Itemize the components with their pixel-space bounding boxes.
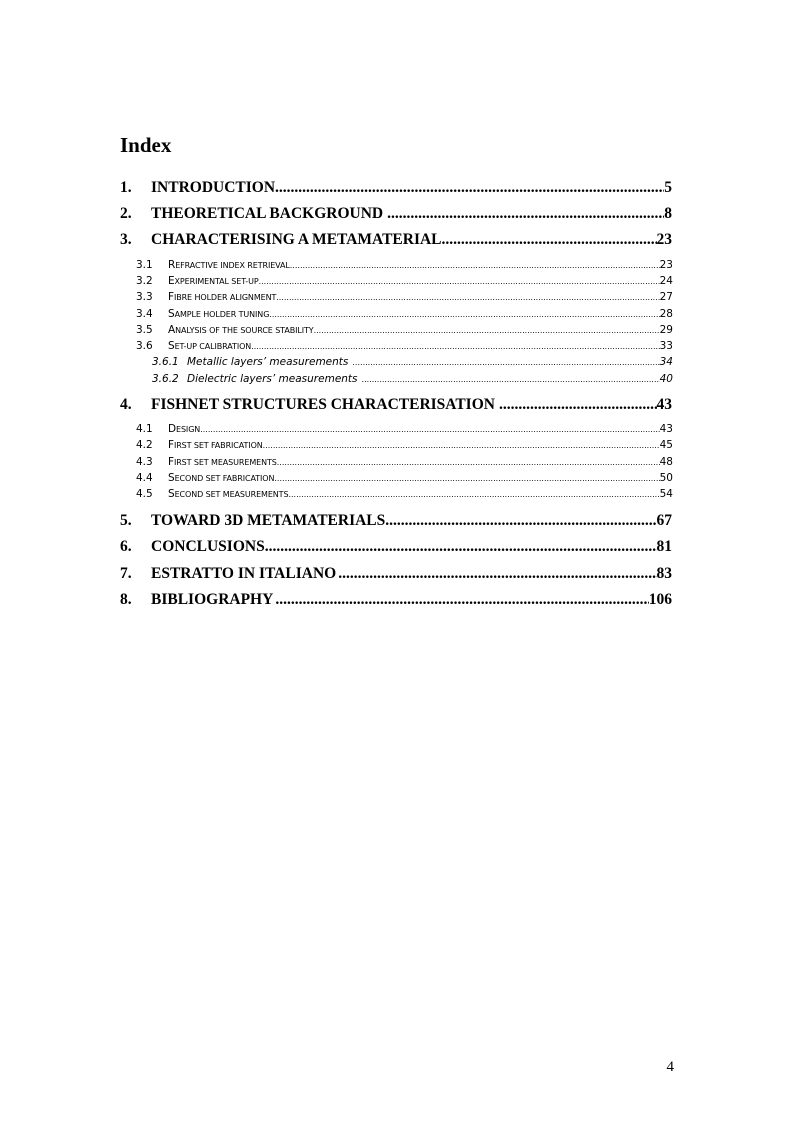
toc-entry-title: Metallic layers’ measurements [187,356,349,368]
toc-entry-toward-3d[interactable] [120,511,672,531]
toc-entry-title: FISHNET STRUCTURES CHARACTERISATION [151,396,495,413]
toc-dot-leader [273,590,648,610]
toc-entry-title: THEORETICAL BACKGROUND [151,205,384,222]
toc-entry-page: 27 [659,291,673,303]
toc-dot-leader [358,373,660,387]
toc-entry-3-6-2[interactable] [152,372,673,386]
toc-dot-leader [275,178,664,198]
toc-entry-3-3[interactable] [136,290,673,304]
toc-entry-title: CHARACTERISING A METAMATERIAL [151,231,442,248]
toc-entry-number: 3.1 [136,259,153,271]
toc-entry-title: FIRST SET FABRICATION [168,439,263,451]
toc-entry-title: SAMPLE HOLDER TUNING [168,308,270,320]
toc-entry-page: 43 [659,423,673,435]
toc-entry-number: 3.2 [136,275,153,287]
toc-entry-fishnet[interactable] [120,395,672,415]
page-number: 4 [666,1059,674,1075]
toc-entry-page: 34 [659,356,673,368]
toc-entry-title: REFRACTIVE INDEX RETRIEVAL [168,259,290,271]
toc-entry-number: 4.2 [136,439,153,451]
toc-entry-title: Dielectric layers’ measurements [187,373,358,385]
toc-entry-number: 8. [120,591,132,608]
toc-entry-4-3[interactable] [136,455,673,469]
toc-entry-number: 5. [120,512,132,529]
toc-entry-page: 40 [659,373,673,385]
toc-entry-title: FIBRE HOLDER ALIGNMENT [168,291,277,303]
toc-entry-4-2[interactable] [136,438,673,452]
toc-entry-4-4[interactable] [136,471,673,485]
toc-dot-leader [336,564,656,584]
toc-entry-3-5[interactable] [136,323,673,337]
toc-dot-leader [290,259,660,273]
toc-entry-number: 3. [120,231,132,248]
toc-entry-number: 4.1 [136,423,153,435]
toc-dot-leader [251,340,659,354]
toc-dot-leader [269,308,659,322]
toc-dot-leader [259,275,660,289]
toc-entry-characterising[interactable] [120,230,672,250]
toc-dot-leader [200,423,659,437]
toc-entry-title: TOWARD 3D METAMATERIALS [151,512,386,529]
toc-entry-number: 3.6.2 [152,373,179,385]
toc-entry-number: 4.4 [136,472,153,484]
toc-entry-number: 4.5 [136,488,153,500]
toc-entry-title: SECOND SET MEASUREMENTS [168,488,289,500]
toc-entry-page: 8 [664,205,672,222]
toc-dot-leader [276,291,659,305]
toc-entry-title: SECOND SET FABRICATION [168,472,275,484]
toc-entry-estratto[interactable] [120,564,672,584]
toc-entry-page: 83 [656,565,672,582]
toc-entry-number: 3.4 [136,308,153,320]
toc-entry-3-6[interactable] [136,339,673,353]
toc-entry-title: INTRODUCTION [151,179,276,196]
toc-entry-page: 54 [659,488,673,500]
toc-entry-number: 4.3 [136,456,153,468]
toc-entry-3-1[interactable] [136,258,673,272]
toc-entry-title: FIRST SET MEASUREMENTS [168,456,277,468]
toc-entry-3-6-1[interactable] [152,355,673,369]
toc-entry-4-5[interactable] [136,487,673,501]
toc-entry-page: 28 [659,308,673,320]
toc-entry-page: 106 [648,591,672,608]
toc-entry-page: 5 [664,179,672,196]
toc-entry-number: 7. [120,565,132,582]
toc-entry-page: 81 [656,538,672,555]
toc-dot-leader [263,439,660,453]
toc-dot-leader [277,456,660,470]
toc-entry-page: 29 [659,324,673,336]
toc-entry-theoretical-background[interactable] [120,204,672,224]
toc-entry-3-4[interactable] [136,307,673,321]
toc-dot-leader [348,356,659,370]
page-title: Index [120,133,172,157]
toc-dot-leader [385,511,656,531]
toc-entry-number: 4. [120,396,132,413]
toc-dot-leader [314,324,660,338]
toc-entry-page: 45 [659,439,673,451]
toc-entry-number: 3.6.1 [152,356,179,368]
toc-dot-leader [288,488,659,502]
toc-entry-title: DESIGN [168,423,201,435]
toc-entry-page: 67 [656,512,672,529]
toc-entry-title: SET-UP CALIBRATION [168,340,252,352]
toc-dot-leader [265,537,657,557]
toc-dot-leader [274,472,659,486]
toc-entry-introduction[interactable] [120,178,672,198]
toc-entry-page: 50 [659,472,673,484]
toc-entry-number: 3.3 [136,291,153,303]
toc-entry-number: 1. [120,179,132,196]
toc-entry-3-2[interactable] [136,274,673,288]
toc-entry-4-1[interactable] [136,422,673,436]
toc-entry-page: 33 [659,340,673,352]
toc-entry-page: 23 [659,259,673,271]
toc-entry-number: 3.6 [136,340,153,352]
toc-dot-leader [383,204,664,224]
toc-entry-title: EXPERIMENTAL SET-UP [168,275,259,287]
toc-dot-leader [442,230,657,250]
toc-entry-title: CONCLUSIONS [151,538,265,555]
toc-dot-leader [495,395,657,415]
toc-entry-title: ANALYSIS OF THE SOURCE STABILITY [168,324,314,336]
toc-entry-number: 3.5 [136,324,153,336]
toc-entry-page: 24 [659,275,673,287]
toc-entry-number: 2. [120,205,132,222]
toc-entry-conclusions[interactable] [120,537,672,557]
toc-entry-page: 43 [656,396,672,413]
toc-entry-bibliography[interactable] [120,590,672,610]
toc-entry-title: ESTRATTO IN ITALIANO [151,565,337,582]
toc-entry-title: BIBLIOGRAPHY [151,591,274,608]
toc-entry-number: 6. [120,538,132,555]
toc-entry-page: 23 [656,231,672,248]
toc-entry-page: 48 [659,456,673,468]
